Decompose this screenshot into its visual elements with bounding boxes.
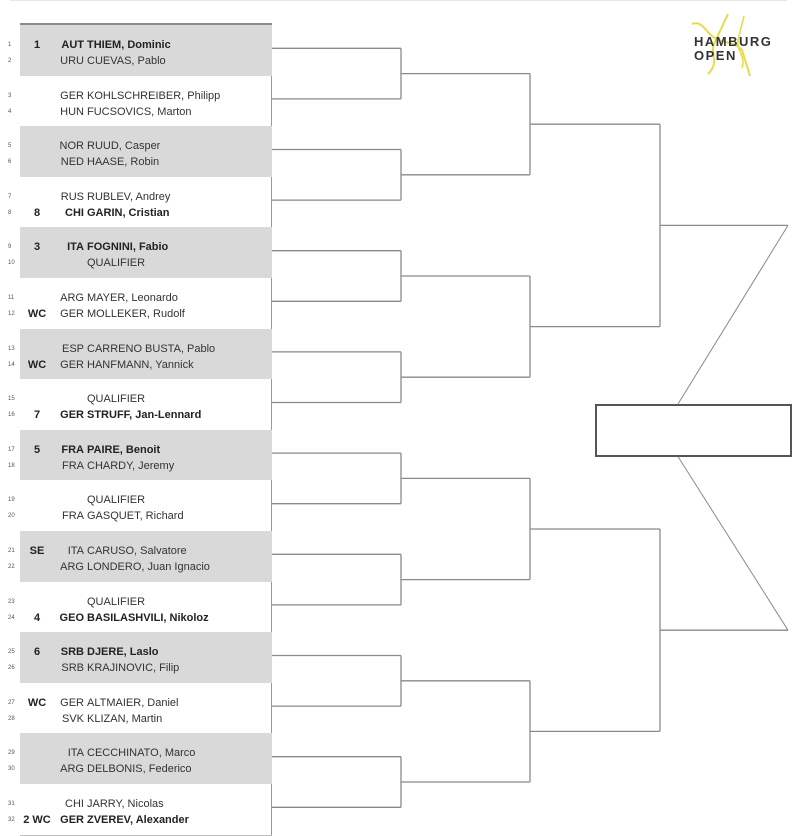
player-name: ALTMAIER, Daniel bbox=[87, 696, 179, 709]
draw-position: 25 bbox=[8, 649, 15, 656]
country-code: FRA bbox=[62, 459, 84, 472]
player-name: HAASE, Robin bbox=[87, 156, 160, 169]
player-name: ZVEREV, Alexander bbox=[87, 814, 189, 826]
winner-box bbox=[595, 404, 792, 457]
player-name: QUALIFIER bbox=[87, 494, 146, 507]
player-name: DJERE, Laslo bbox=[87, 646, 159, 659]
player-name: HANFMANN, Yannick bbox=[87, 358, 194, 371]
draw-position: 7 bbox=[8, 193, 12, 200]
country-code: GER bbox=[60, 814, 84, 826]
draw-position: 5 bbox=[8, 143, 12, 150]
player-name: PAIRE, Benoit bbox=[87, 443, 161, 456]
draw-position: 26 bbox=[8, 665, 15, 672]
player-name: LONDERO, Juan Ignacio bbox=[87, 561, 210, 573]
seed-label: 2 WC bbox=[23, 814, 51, 826]
country-code: GER bbox=[60, 696, 84, 709]
draw-position: 22 bbox=[8, 564, 15, 570]
player-name: THIEM, Dominic bbox=[87, 39, 171, 51]
draw-position: 31 bbox=[8, 801, 15, 807]
seed-label: 5 bbox=[33, 443, 41, 456]
draw-position: 1 bbox=[8, 42, 12, 48]
country-code: ARG bbox=[60, 561, 84, 573]
country-code: GER bbox=[60, 89, 84, 102]
draw-position: 12 bbox=[8, 311, 15, 317]
country-code: URU bbox=[60, 55, 84, 67]
draw-position: 29 bbox=[8, 750, 15, 757]
player-name: MOLLEKER, Rudolf bbox=[87, 308, 185, 320]
draw-position: 20 bbox=[8, 513, 15, 520]
player-name: KLIZAN, Martin bbox=[87, 712, 163, 725]
player-name: MAYER, Leonardo bbox=[87, 292, 178, 304]
player-name: KOHLSCHREIBER, Philipp bbox=[87, 89, 221, 102]
draw-position: 23 bbox=[8, 598, 15, 605]
country-code: CHI bbox=[65, 206, 84, 219]
country-code: GER bbox=[60, 308, 84, 320]
country-code: SRB bbox=[61, 662, 84, 675]
draw-position: 19 bbox=[8, 497, 15, 504]
draw-position: 27 bbox=[8, 699, 15, 706]
logo-text: HAMBURG OPEN bbox=[694, 34, 773, 63]
seed-label: 7 bbox=[33, 409, 41, 422]
player-name: QUALIFIER bbox=[87, 393, 146, 406]
draw-position: 30 bbox=[8, 766, 15, 773]
seed-label: WC bbox=[27, 358, 47, 371]
player-name: CARRENO BUSTA, Pablo bbox=[87, 342, 216, 355]
draw-position: 10 bbox=[8, 260, 15, 267]
country-code: SVK bbox=[61, 712, 84, 725]
draw-position: 24 bbox=[8, 614, 15, 621]
country-code: FRA bbox=[62, 510, 84, 523]
player-name: CARUSO, Salvatore bbox=[87, 545, 187, 557]
country-code: NOR bbox=[59, 140, 84, 153]
country-code: ITA bbox=[67, 241, 84, 254]
player-name: DELBONIS, Federico bbox=[87, 763, 192, 776]
draw-position: 15 bbox=[8, 396, 15, 403]
draw-position: 11 bbox=[8, 295, 15, 301]
country-code: ARG bbox=[60, 292, 84, 304]
draw-position: 8 bbox=[8, 209, 12, 216]
player-name: CHARDY, Jeremy bbox=[87, 459, 175, 472]
seed-label: 4 bbox=[33, 611, 41, 624]
player-name: QUALIFIER bbox=[87, 595, 146, 608]
player-name: CUEVAS, Pablo bbox=[87, 55, 166, 67]
draw-position: 21 bbox=[8, 548, 15, 554]
draw-position: 4 bbox=[8, 108, 12, 115]
country-code: ESP bbox=[61, 342, 84, 355]
draw-position: 13 bbox=[8, 345, 15, 352]
draw-position: 14 bbox=[8, 361, 15, 368]
draw-position: 18 bbox=[8, 462, 15, 469]
seed-label: 8 bbox=[33, 206, 41, 219]
player-name: KRAJINOVIC, Filip bbox=[87, 662, 180, 675]
seed-label: SE bbox=[29, 545, 45, 557]
player-name: JARRY, Nicolas bbox=[87, 798, 164, 810]
country-code: ITA bbox=[67, 545, 84, 557]
draw-position: 6 bbox=[8, 159, 12, 166]
country-code: CHI bbox=[65, 798, 84, 810]
country-code: ITA bbox=[67, 747, 84, 760]
draw-position: 32 bbox=[8, 817, 15, 823]
draw-position: 28 bbox=[8, 715, 15, 722]
draw-position: 16 bbox=[8, 412, 15, 419]
country-code: GER bbox=[60, 409, 84, 422]
country-code: ARG bbox=[60, 763, 84, 776]
country-code: HUN bbox=[60, 105, 84, 118]
player-name: FOGNINI, Fabio bbox=[87, 241, 169, 254]
country-code: GEO bbox=[59, 611, 84, 624]
country-code: RUS bbox=[60, 190, 84, 203]
country-code: GER bbox=[60, 358, 84, 371]
draw-position: 2 bbox=[8, 58, 12, 64]
player-name: RUBLEV, Andrey bbox=[87, 190, 171, 203]
player-name: QUALIFIER bbox=[87, 257, 146, 270]
player-name: CECCHINATO, Marco bbox=[87, 747, 196, 760]
player-name: RUUD, Casper bbox=[87, 140, 161, 153]
draw-position: 17 bbox=[8, 446, 15, 453]
player-name: GARIN, Cristian bbox=[87, 206, 170, 219]
country-code: AUT bbox=[61, 39, 84, 51]
country-code: FRA bbox=[61, 443, 84, 456]
player-name: STRUFF, Jan-Lennard bbox=[87, 409, 202, 422]
seed-label: WC bbox=[27, 308, 47, 320]
seed-label: 1 bbox=[33, 39, 41, 51]
draw-position: 3 bbox=[8, 92, 12, 99]
country-code: SRB bbox=[60, 646, 84, 659]
seed-label: 6 bbox=[33, 646, 41, 659]
player-name: GASQUET, Richard bbox=[87, 510, 184, 523]
player-name: BASILASHVILI, Nikoloz bbox=[87, 611, 209, 624]
seed-label: 3 bbox=[33, 241, 41, 254]
seed-label: WC bbox=[27, 696, 47, 709]
draw-position: 9 bbox=[8, 244, 12, 251]
country-code: NED bbox=[60, 156, 84, 169]
player-name: FUCSOVICS, Marton bbox=[87, 105, 192, 118]
